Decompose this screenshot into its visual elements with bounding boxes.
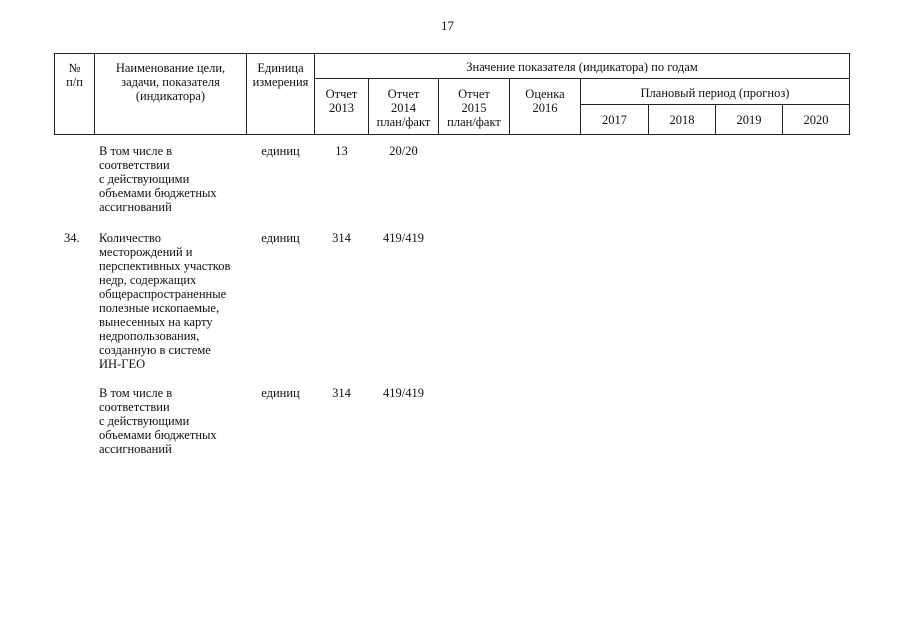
row-value-2013: 13 [335, 144, 348, 158]
header-col-2016: Оценка 2016 [525, 87, 565, 115]
header-year-2019: 2019 [736, 113, 762, 127]
row-indicator-name: В том числе в соответствии с действующими объемами бюджетных ассигнований [99, 144, 217, 214]
header-unit: Единица измерения [252, 61, 309, 89]
row-unit: единиц [261, 144, 300, 158]
header-col-2013: Отчет 2013 [325, 87, 358, 115]
header-col-2014: Отчет 2014 план/факт [376, 87, 431, 129]
header-mid-border [314, 78, 849, 79]
row-value-2014: 419/419 [383, 231, 424, 245]
header-year-2017: 2017 [602, 113, 627, 127]
header-num: № п/п [66, 61, 83, 89]
header-planning-period: Плановый период (прогноз) [640, 86, 790, 100]
vline-11 [849, 53, 850, 135]
header-values-group: Значение показателя (индикатора) по годам [466, 60, 698, 74]
header-year-2018: 2018 [669, 113, 695, 127]
row-number: 34. [64, 231, 80, 245]
row-unit: единиц [261, 231, 300, 245]
header-name: Наименование цели, задачи, показателя (индикатора) [115, 61, 226, 103]
header-col-2015: Отчет 2015 план/факт [447, 87, 501, 129]
header-bottom-border [54, 134, 849, 135]
row-indicator-name: В том числе в соответствии с действующими объемами бюджетных ассигнований [99, 386, 217, 456]
row-value-2014: 419/419 [383, 386, 424, 400]
row-unit: единиц [261, 386, 300, 400]
row-indicator-name: Количество месторождений и перспективных участков недр, содержащих общераспространенные полезные ископаемые, вынесенных на карту недропользования, созданную в системе ИН-ГЕО [99, 231, 231, 371]
row-value-2014: 20/20 [389, 144, 418, 158]
row-value-2013: 314 [332, 386, 351, 400]
page-number: 17 [441, 18, 454, 33]
row-value-2013: 314 [332, 231, 351, 245]
header-top-border [54, 53, 849, 54]
header-year-2020: 2020 [803, 113, 829, 127]
